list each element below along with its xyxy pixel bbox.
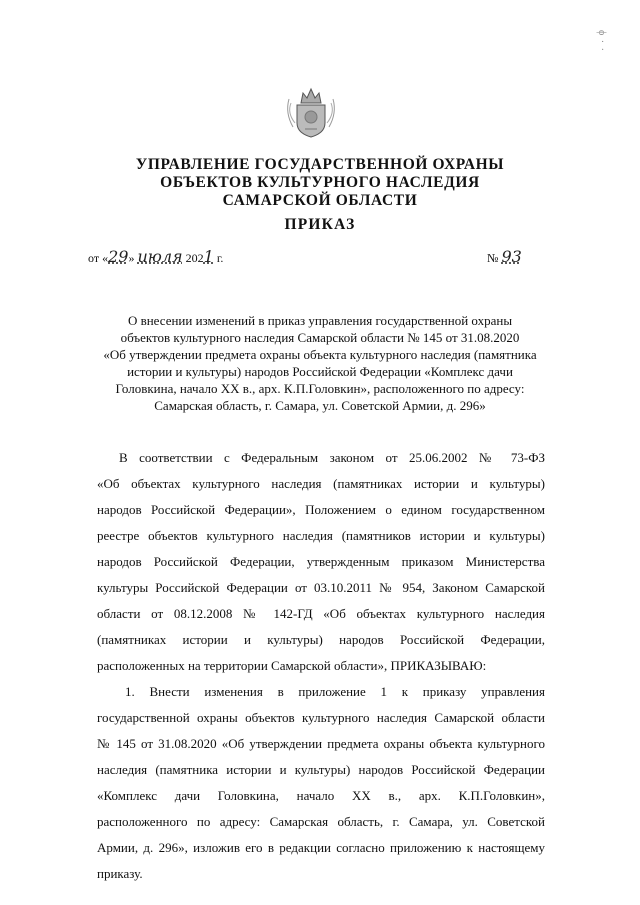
- document-title: ПРИКАЗ: [284, 216, 356, 233]
- paragraph-line: Армии, д. 296», изложив его в редакции согласно приложению к настоящему: [97, 840, 545, 855]
- date-day: 29: [108, 247, 129, 266]
- order-date: [88, 247, 223, 266]
- order-body: [97, 445, 545, 887]
- number-value: 93: [501, 247, 522, 266]
- organization-line: УПРАВЛЕНИЕ ГОСУДАРСТВЕННОЙ ОХРАНЫ: [135, 156, 505, 173]
- subject-line: «Об утверждении предмета охраны объекта культурного наследия (памятника: [103, 347, 537, 362]
- corner-scan-mark: ϕ · ·: [596, 30, 607, 52]
- paragraph-line: «Об объектах культурного наследия (памятниках истории и культуры): [97, 476, 545, 491]
- paragraph-line: № 145 от 31.08.2020 «Об утверждении предмета охраны объекта культурного: [97, 736, 545, 751]
- subject-line: истории и культуры) народов Российской Федерации «Комплекс дачи: [127, 364, 513, 379]
- order-subject: [80, 312, 560, 414]
- paragraph-line: народов Российской Федерации, утвержденным приказом Министерства: [97, 554, 545, 569]
- preamble-paragraph: [97, 445, 545, 679]
- paragraph-line: приказу.: [97, 866, 143, 881]
- organization-line: ОБЪЕКТОВ КУЛЬТУРНОГО НАСЛЕДИЯ: [160, 174, 480, 191]
- subject-line: Головкина, начало XX в., арх. К.П.Головкин», расположенного по адресу:: [115, 381, 525, 396]
- order-number: [487, 247, 522, 266]
- number-prefix: №: [487, 251, 502, 265]
- paragraph-line: культуры Российской Федерации от 03.10.2011 № 954, Законом Самарской: [97, 580, 545, 595]
- paragraph-line: народов Российской Федерации», Положением о едином государственном: [97, 502, 545, 517]
- date-suffix: г.: [213, 251, 224, 265]
- paragraph-line: расположенных на территории Самарской области», ПРИКАЗЫВАЮ:: [97, 658, 487, 673]
- subject-line: Самарская область, г. Самара, ул. Советской Армии, д. 296»: [154, 398, 486, 413]
- paragraph-line: 1. Внести изменения в приложение 1 к приказу управления: [125, 684, 545, 699]
- date-month: июля: [137, 247, 183, 266]
- paragraph-line: расположенного по адресу: Самарская область, г. Самара, ул. Советской: [97, 814, 545, 829]
- organization-line: САМАРСКОЙ ОБЛАСТИ: [222, 192, 418, 209]
- paragraph-line: В соответствии с Федеральным законом от 25.06.2002 № 73-ФЗ: [119, 450, 545, 465]
- paragraph-line: государственной охраны объектов культурного наследия Самарской области: [97, 710, 545, 725]
- date-sep: »: [128, 251, 135, 265]
- date-year-prefix: 202: [185, 251, 204, 265]
- date-year-suffix: 1: [203, 247, 214, 266]
- subject-line: О внесении изменений в приказ управления государственной охраны: [127, 313, 513, 328]
- paragraph-line: «Комплекс дачи Головкина, начало XX в., арх. К.П.Головкин»,: [97, 788, 545, 803]
- paragraph-line: реестре объектов культурного наследия (памятников истории и культуры): [97, 528, 545, 543]
- date-prefix: от «: [88, 251, 109, 265]
- paragraph-line: (памятниках истории и культуры) народов Российской Федерации,: [97, 632, 545, 647]
- clause-1-paragraph: [97, 679, 545, 887]
- samara-coat-of-arms-emblem: [283, 83, 339, 139]
- paragraph-line: области от 08.12.2008 № 142-ГД «Об объектах культурного наследия: [97, 606, 545, 621]
- paragraph-line: наследия (памятника истории и культуры) народов Российской Федерации: [97, 762, 545, 777]
- organization-name: [0, 156, 640, 210]
- subject-line: объектов культурного наследия Самарской области № 145 от 31.08.2020: [120, 330, 520, 345]
